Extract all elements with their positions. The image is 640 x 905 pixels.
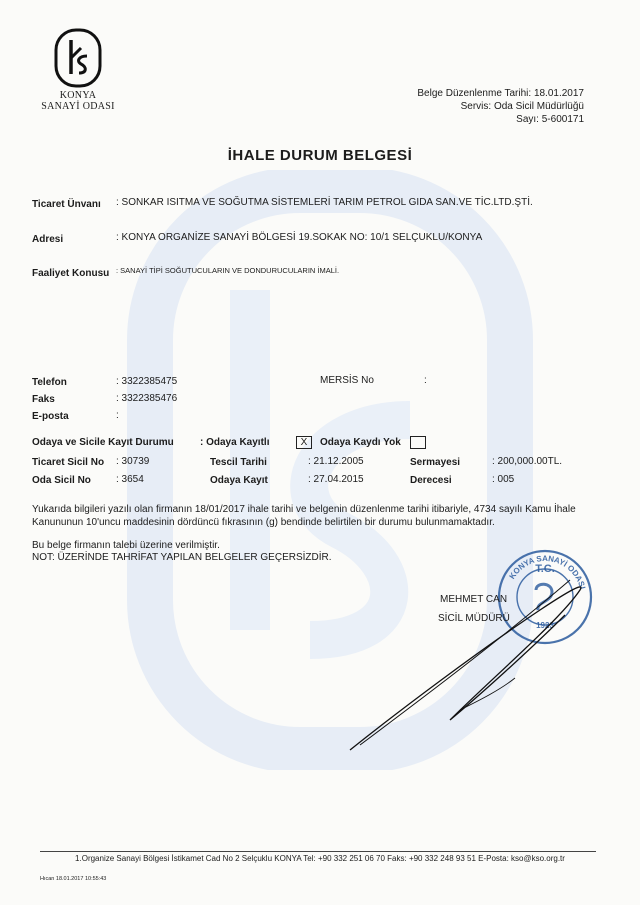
mersis-value: : <box>424 375 427 386</box>
sermaye-value: : 200,000.00TL. <box>492 456 563 467</box>
footer-address: 1.Organize Sanayi Bölgesi İstikamet Cad No 2 Selçuklu KONYA Tel: +90 332 251 06 70 Faks: +90 332 248 93 51 E-Posta: kso@kso.org.tr <box>75 854 565 863</box>
kso-logo <box>54 28 102 88</box>
kaydi-yok-label: Odaya Kaydı Yok <box>320 437 401 448</box>
unvan-label: Ticaret Ünvanı <box>32 199 101 210</box>
derece-label: Derecesi <box>410 475 452 486</box>
ticaret-sicil-value: : 30739 <box>116 456 150 467</box>
unvan-value: : SONKAR ISITMA VE SOĞUTMA SİSTEMLERİ TARIM PETROL GIDA SAN.VE TİC.LTD.ŞTİ. <box>116 197 533 208</box>
logo-line1: KONYA <box>59 90 97 101</box>
faks-label: Faks <box>32 394 55 405</box>
warning-note: NOT: ÜZERİNDE TAHRİFAT YAPILAN BELGELER GEÇERSİZDİR. <box>32 552 332 563</box>
eposta-value: : <box>116 410 119 421</box>
adres-value: : KONYA ORGANİZE SANAYİ BÖLGESİ 19.SOKAK NO: 10/1 SELÇUKLU/KONYA <box>116 232 483 243</box>
document-number: Sayı: 5-600171 <box>516 114 584 125</box>
faaliyet-label: Faaliyet Konusu <box>32 268 110 279</box>
page-title: İHALE DURUM BELGESİ <box>227 147 413 164</box>
handwritten-signature <box>330 560 590 760</box>
main-paragraph: Yukarıda bilgileri yazılı olan firmanın 18/01/2017 ihale tarihi ve belgenin düzenlenme tarihi itibariyle, 4734 sayılı Kamu İhale Kanununun 10'uncu maddesinin dördüncü fıkrasının (g) bendinde belirtilen bir durumu bulunmamaktadır. <box>32 504 576 528</box>
odaya-kayit-value: : 27.04.2015 <box>308 474 364 485</box>
stamp-ring-text: KONYA SANAYİ ODASI <box>507 553 588 590</box>
stamp-initials: T.C. <box>535 563 555 575</box>
ticaret-sicil-label: Ticaret Sicil No <box>32 457 105 468</box>
eposta-label: E-posta <box>32 411 69 422</box>
signatory-name: MEHMET CAN <box>440 594 508 605</box>
oda-sicil-value: : 3654 <box>116 474 144 485</box>
durum-label: Odaya ve Sicile Kayıt Durumu <box>32 437 174 448</box>
stamp-year: 1923 <box>536 621 554 630</box>
adres-label: Adresi <box>32 234 64 245</box>
odaya-kayit-label: Odaya Kayıt <box>210 475 268 486</box>
tescil-label: Tescil Tarihi <box>210 457 267 468</box>
tescil-value: : 21.12.2005 <box>308 456 364 467</box>
sermaye-label: Sermayesi <box>410 457 461 468</box>
telefon-value: : 3322385475 <box>116 376 178 387</box>
document-date: Belge Düzenlenme Tarihi: 18.01.2017 <box>417 88 584 99</box>
faaliyet-value: : SANAYİ TİPİ SOĞUTUCULARIN VE DONDURUCULARIN İMALİ. <box>116 266 340 275</box>
oda-sicil-label: Oda Sicil No <box>32 475 91 486</box>
kayitli-label: : Odaya Kayıtlı <box>200 437 270 448</box>
kaydi-yok-checkbox[interactable] <box>410 436 426 449</box>
logo-line2: SANAYİ ODASI <box>41 101 115 112</box>
mersis-label: MERSİS No <box>320 375 374 386</box>
signatory-role: SİCİL MÜDÜRÜ <box>438 613 510 624</box>
kayitli-checkbox[interactable]: X <box>296 436 312 449</box>
telefon-label: Telefon <box>32 377 67 388</box>
request-note: Bu belge firmanın talebi üzerine verilmiştir. <box>32 540 220 551</box>
print-stamp: Hıcan 18.01.2017 10:55:43 <box>40 876 107 882</box>
service-line: Servis: Oda Sicil Müdürlüğü <box>460 101 584 112</box>
footer-divider <box>40 851 596 852</box>
faks-value: : 3322385476 <box>116 393 178 404</box>
derece-value: : 005 <box>492 474 515 485</box>
